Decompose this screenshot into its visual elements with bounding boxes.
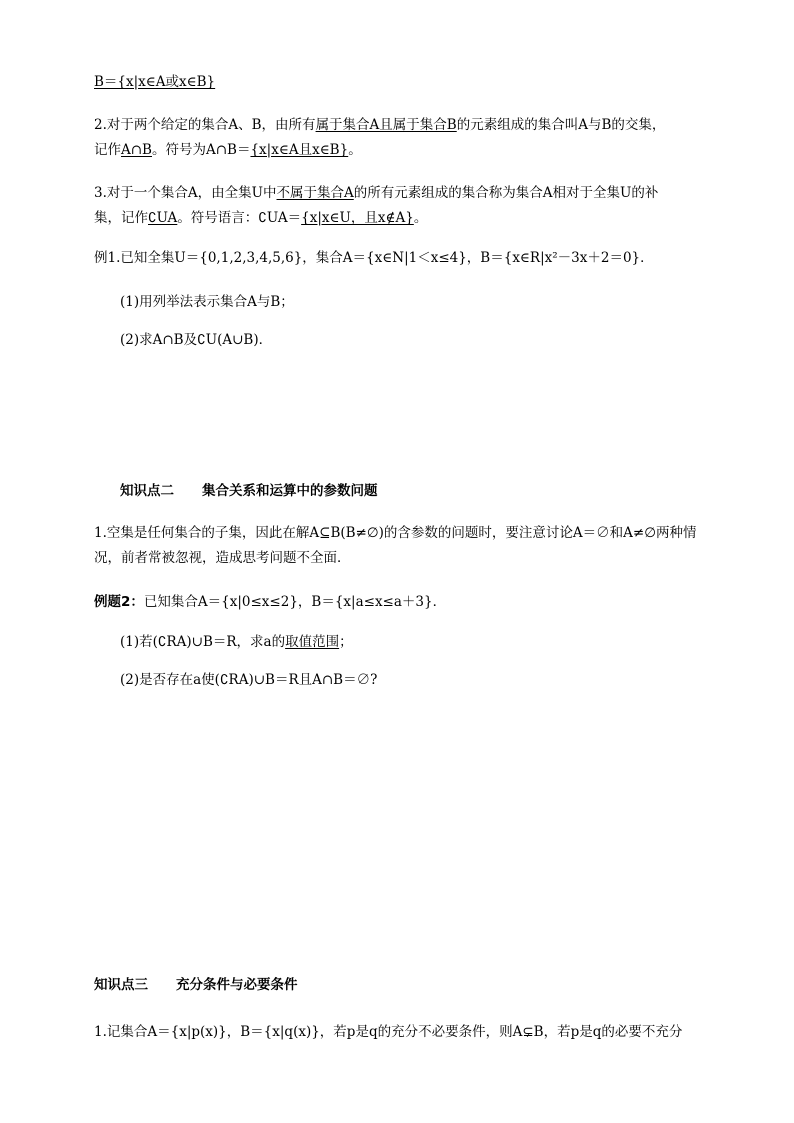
complement-definition-line1: 3.对于一个集合A，由全集U中不属于集合A的所有元素组成的集合称为集合A相对于全集U的补 <box>94 185 659 201</box>
knowledge-point-2-text-line2: 况，前者常被忽视，造成思考问题不全面． <box>94 550 351 566</box>
intersection-definition-line1: 2.对于两个给定的集合A、B，由所有属于集合A且属于集合B的元素组成的集合叫A与B的交集， <box>94 117 666 133</box>
knowledge-point-3-heading: 知识点三 充分条件与必要条件 <box>94 977 298 993</box>
complement-blank-2: ∁UA <box>148 210 178 226</box>
example-2-label: 例题2： <box>94 594 144 610</box>
example-1-stem: 例1.已知全集U＝{0,1,2,3,4,5,6}，集合A＝{x∈N|1＜x≤4}，B＝{x∈R|x²－3x＋2＝0}． <box>94 250 654 266</box>
complement-blank-3: {x|x∈U，且x∉A} <box>301 210 414 226</box>
complement-blank-1: 不属于集合A <box>276 185 354 201</box>
example-1-question-1: (1)用列举法表示集合A与B； <box>120 294 294 310</box>
example-2-question-2: (2)是否存在a使(∁RA)∪B＝R且A∩B＝∅? <box>120 672 378 688</box>
intersection-definition-line2: 记作A∩B。符号为A∩B＝{x|x∈A且x∈B}。 <box>94 142 362 158</box>
complement-definition-line2: 集，记作∁UA。符号语言：∁UA＝{x|x∈U，且x∉A}。 <box>94 210 428 226</box>
union-definition-tail <box>94 72 724 92</box>
example-2-stem: 例题2：已知集合A＝{x|0≤x≤2}，B＝{x|a≤x≤a＋3}． <box>94 594 447 610</box>
knowledge-point-3-text-line1: 1.记集合A＝{x|p(x)}，B＝{x|q(x)}，若p是q的充分不必要条件，则A⊊B，若p是q的必要不充分 <box>94 1024 683 1040</box>
intersection-blank-2: A∩B <box>121 142 152 158</box>
knowledge-point-2-text-line1: 1.空集是任何集合的子集，因此在解A⊆B(B≠∅)的含参数的问题时，要注意讨论A＝∅和A≠∅两种情 <box>94 525 697 541</box>
intersection-blank-1: 属于集合A且属于集合B <box>315 117 457 133</box>
intersection-blank-3: {x|x∈A且x∈B} <box>250 142 349 158</box>
union-set-notation: B＝{x|x∈A或x∈B} <box>94 74 216 90</box>
knowledge-point-2-heading: 知识点二 集合关系和运算中的参数问题 <box>120 483 378 499</box>
example-1-question-2: (2)求A∩B及∁U(A∪B)． <box>120 332 273 348</box>
example-2-question-1: (1)若(∁RA)∪B＝R，求a的取值范围； <box>120 634 353 650</box>
